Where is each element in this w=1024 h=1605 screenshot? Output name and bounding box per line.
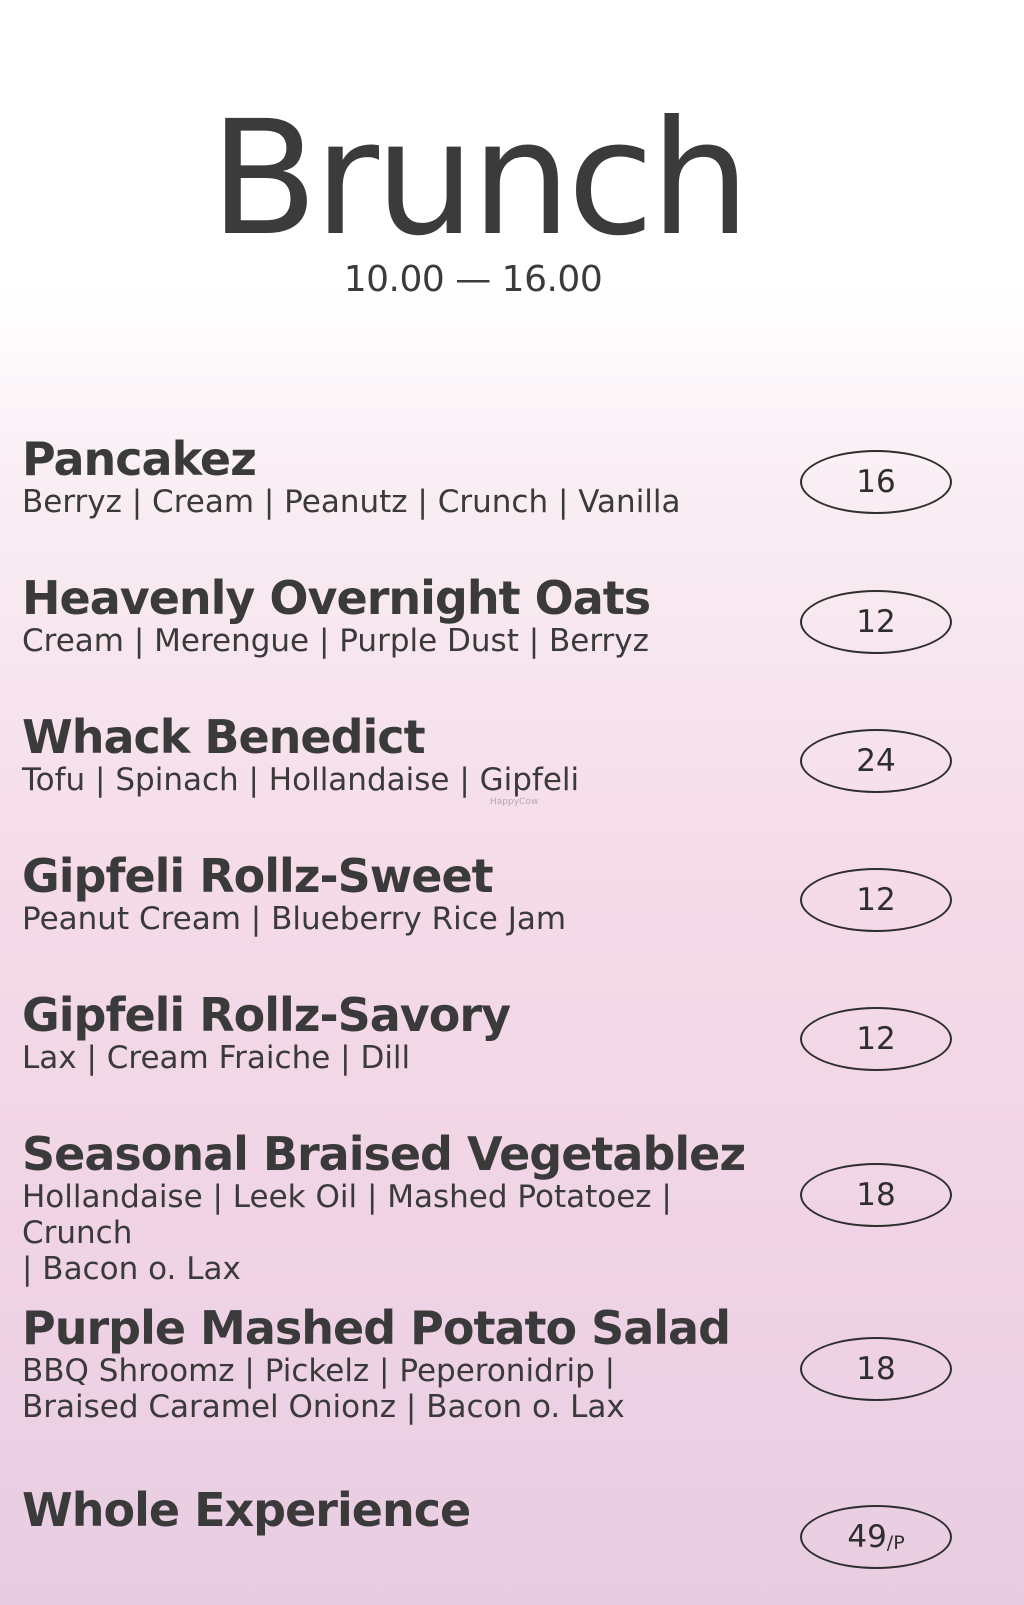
item-description: Berryz | Cream | Peanutz | Crunch | Vanilla bbox=[22, 484, 681, 520]
item-name: Whole Experience bbox=[22, 1483, 471, 1537]
item-name: Whack Benedict bbox=[22, 710, 425, 764]
item-description-line: BBQ Shroomz | Pickelz | Peperonidrip | bbox=[22, 1353, 616, 1389]
item-description: Lax | Cream Fraiche | Dill bbox=[22, 1040, 411, 1076]
price-value: 24 bbox=[856, 743, 896, 779]
price-unit: /P bbox=[886, 1532, 905, 1554]
menu-title: Brunch bbox=[209, 87, 747, 271]
price-badge bbox=[800, 1505, 952, 1569]
item-description bbox=[22, 1353, 792, 1425]
item-name: Pancakez bbox=[22, 432, 256, 486]
watermark-logo: HappyCow bbox=[490, 797, 539, 807]
price-badge bbox=[800, 590, 952, 654]
item-description: Tofu | Spinach | Hollandaise | Gipfeli bbox=[22, 762, 580, 798]
menu-item bbox=[22, 988, 792, 1076]
price-badge bbox=[800, 868, 952, 932]
item-name: Gipfeli Rollz-Sweet bbox=[22, 849, 493, 903]
menu-item bbox=[22, 571, 792, 659]
item-name: Heavenly Overnight Oats bbox=[22, 571, 651, 625]
price-badge bbox=[800, 1163, 952, 1227]
item-description: Cream | Merengue | Purple Dust | Berryz bbox=[22, 623, 649, 659]
price-badge bbox=[800, 1337, 952, 1401]
item-description-line: | Bacon o. Lax bbox=[22, 1251, 241, 1287]
price-value: 12 bbox=[856, 1021, 896, 1057]
item-name: Gipfeli Rollz-Savory bbox=[22, 988, 511, 1042]
price-badge bbox=[800, 1007, 952, 1071]
price-value: 12 bbox=[856, 882, 896, 918]
price-value: 18 bbox=[856, 1351, 896, 1387]
opening-hours: 10.00 — 16.00 bbox=[343, 259, 603, 300]
menu-item bbox=[22, 1127, 792, 1287]
item-description: Peanut Cream | Blueberry Rice Jam bbox=[22, 901, 567, 937]
price-value: 18 bbox=[856, 1177, 896, 1213]
price-value: 49 bbox=[847, 1519, 887, 1555]
item-name: Purple Mashed Potato Salad bbox=[22, 1301, 731, 1355]
item-name: Seasonal Braised Vegetablez bbox=[22, 1127, 746, 1181]
menu-item bbox=[22, 432, 792, 520]
price-badge bbox=[800, 450, 952, 514]
price-value: 16 bbox=[856, 464, 896, 500]
menu-item bbox=[22, 1483, 792, 1537]
price-badge bbox=[800, 729, 952, 793]
item-description-line: Braised Caramel Onionz | Bacon o. Lax bbox=[22, 1389, 625, 1425]
price-value: 12 bbox=[856, 604, 896, 640]
item-description bbox=[22, 1179, 792, 1287]
menu-item bbox=[22, 849, 792, 937]
menu-item bbox=[22, 710, 792, 798]
menu-item bbox=[22, 1301, 792, 1425]
item-description-line: Hollandaise | Leek Oil | Mashed Potatoez | Crunch bbox=[22, 1179, 672, 1251]
